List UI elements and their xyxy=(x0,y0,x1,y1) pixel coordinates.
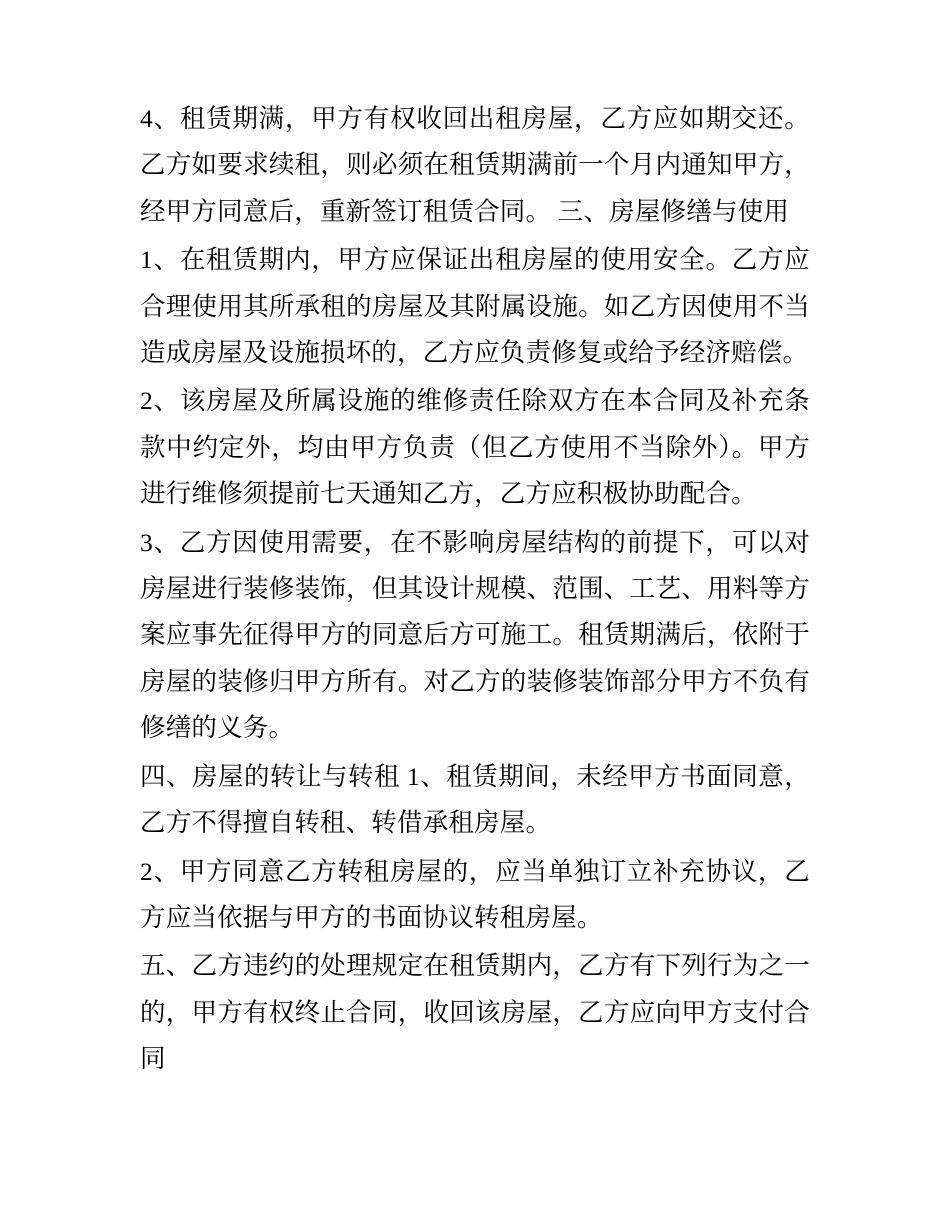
paragraph: 1、在租赁期内，甲方应保证出租房屋的使用安全。乙方应合理使用其所承租的房屋及其附属设施。如乙方因使用不当造成房屋及设施损坏的，乙方应负责修复或给予经济赔偿。 xyxy=(140,245,810,368)
paragraph: 4、租赁期满，甲方有权收回出租房屋，乙方应如期交还。乙方如要求续租，则必须在租赁期满前一个月内通知甲方，经甲方同意后，重新签订租赁合同。 三、房屋修缮与使用 xyxy=(140,104,810,226)
paragraph: 五、乙方违约的处理规定在租赁期内，乙方有下列行为之一的，甲方有权终止合同，收回该房屋，乙方应向甲方支付合同 xyxy=(140,951,810,1074)
document-body xyxy=(140,96,810,1083)
paragraph: 2、该房屋及所属设施的维修责任除双方在本合同及补充条款中约定外，均由甲方负责（但乙方使用不当除外）。甲方进行维修须提前七天通知乙方，乙方应积极协助配合。 xyxy=(140,386,810,509)
paragraph: 2、甲方同意乙方转租房屋的，应当单独订立补充协议，乙方应当依据与甲方的书面协议转租房屋。 xyxy=(140,856,810,932)
paragraph: 四、房屋的转让与转租 1、租赁期间，未经甲方书面同意，乙方不得擅自转租、转借承租房屋。 xyxy=(140,761,810,838)
paragraph: 3、乙方因使用需要，在不影响房屋结构的前提下，可以对房屋进行装修装饰，但其设计规模、范围、工艺、用料等方案应事先征得甲方的同意后方可施工。租赁期满后，依附于房屋的装修归甲方所有。对乙方的装修装饰部分甲方不负有修缮的义务。 xyxy=(140,527,810,743)
